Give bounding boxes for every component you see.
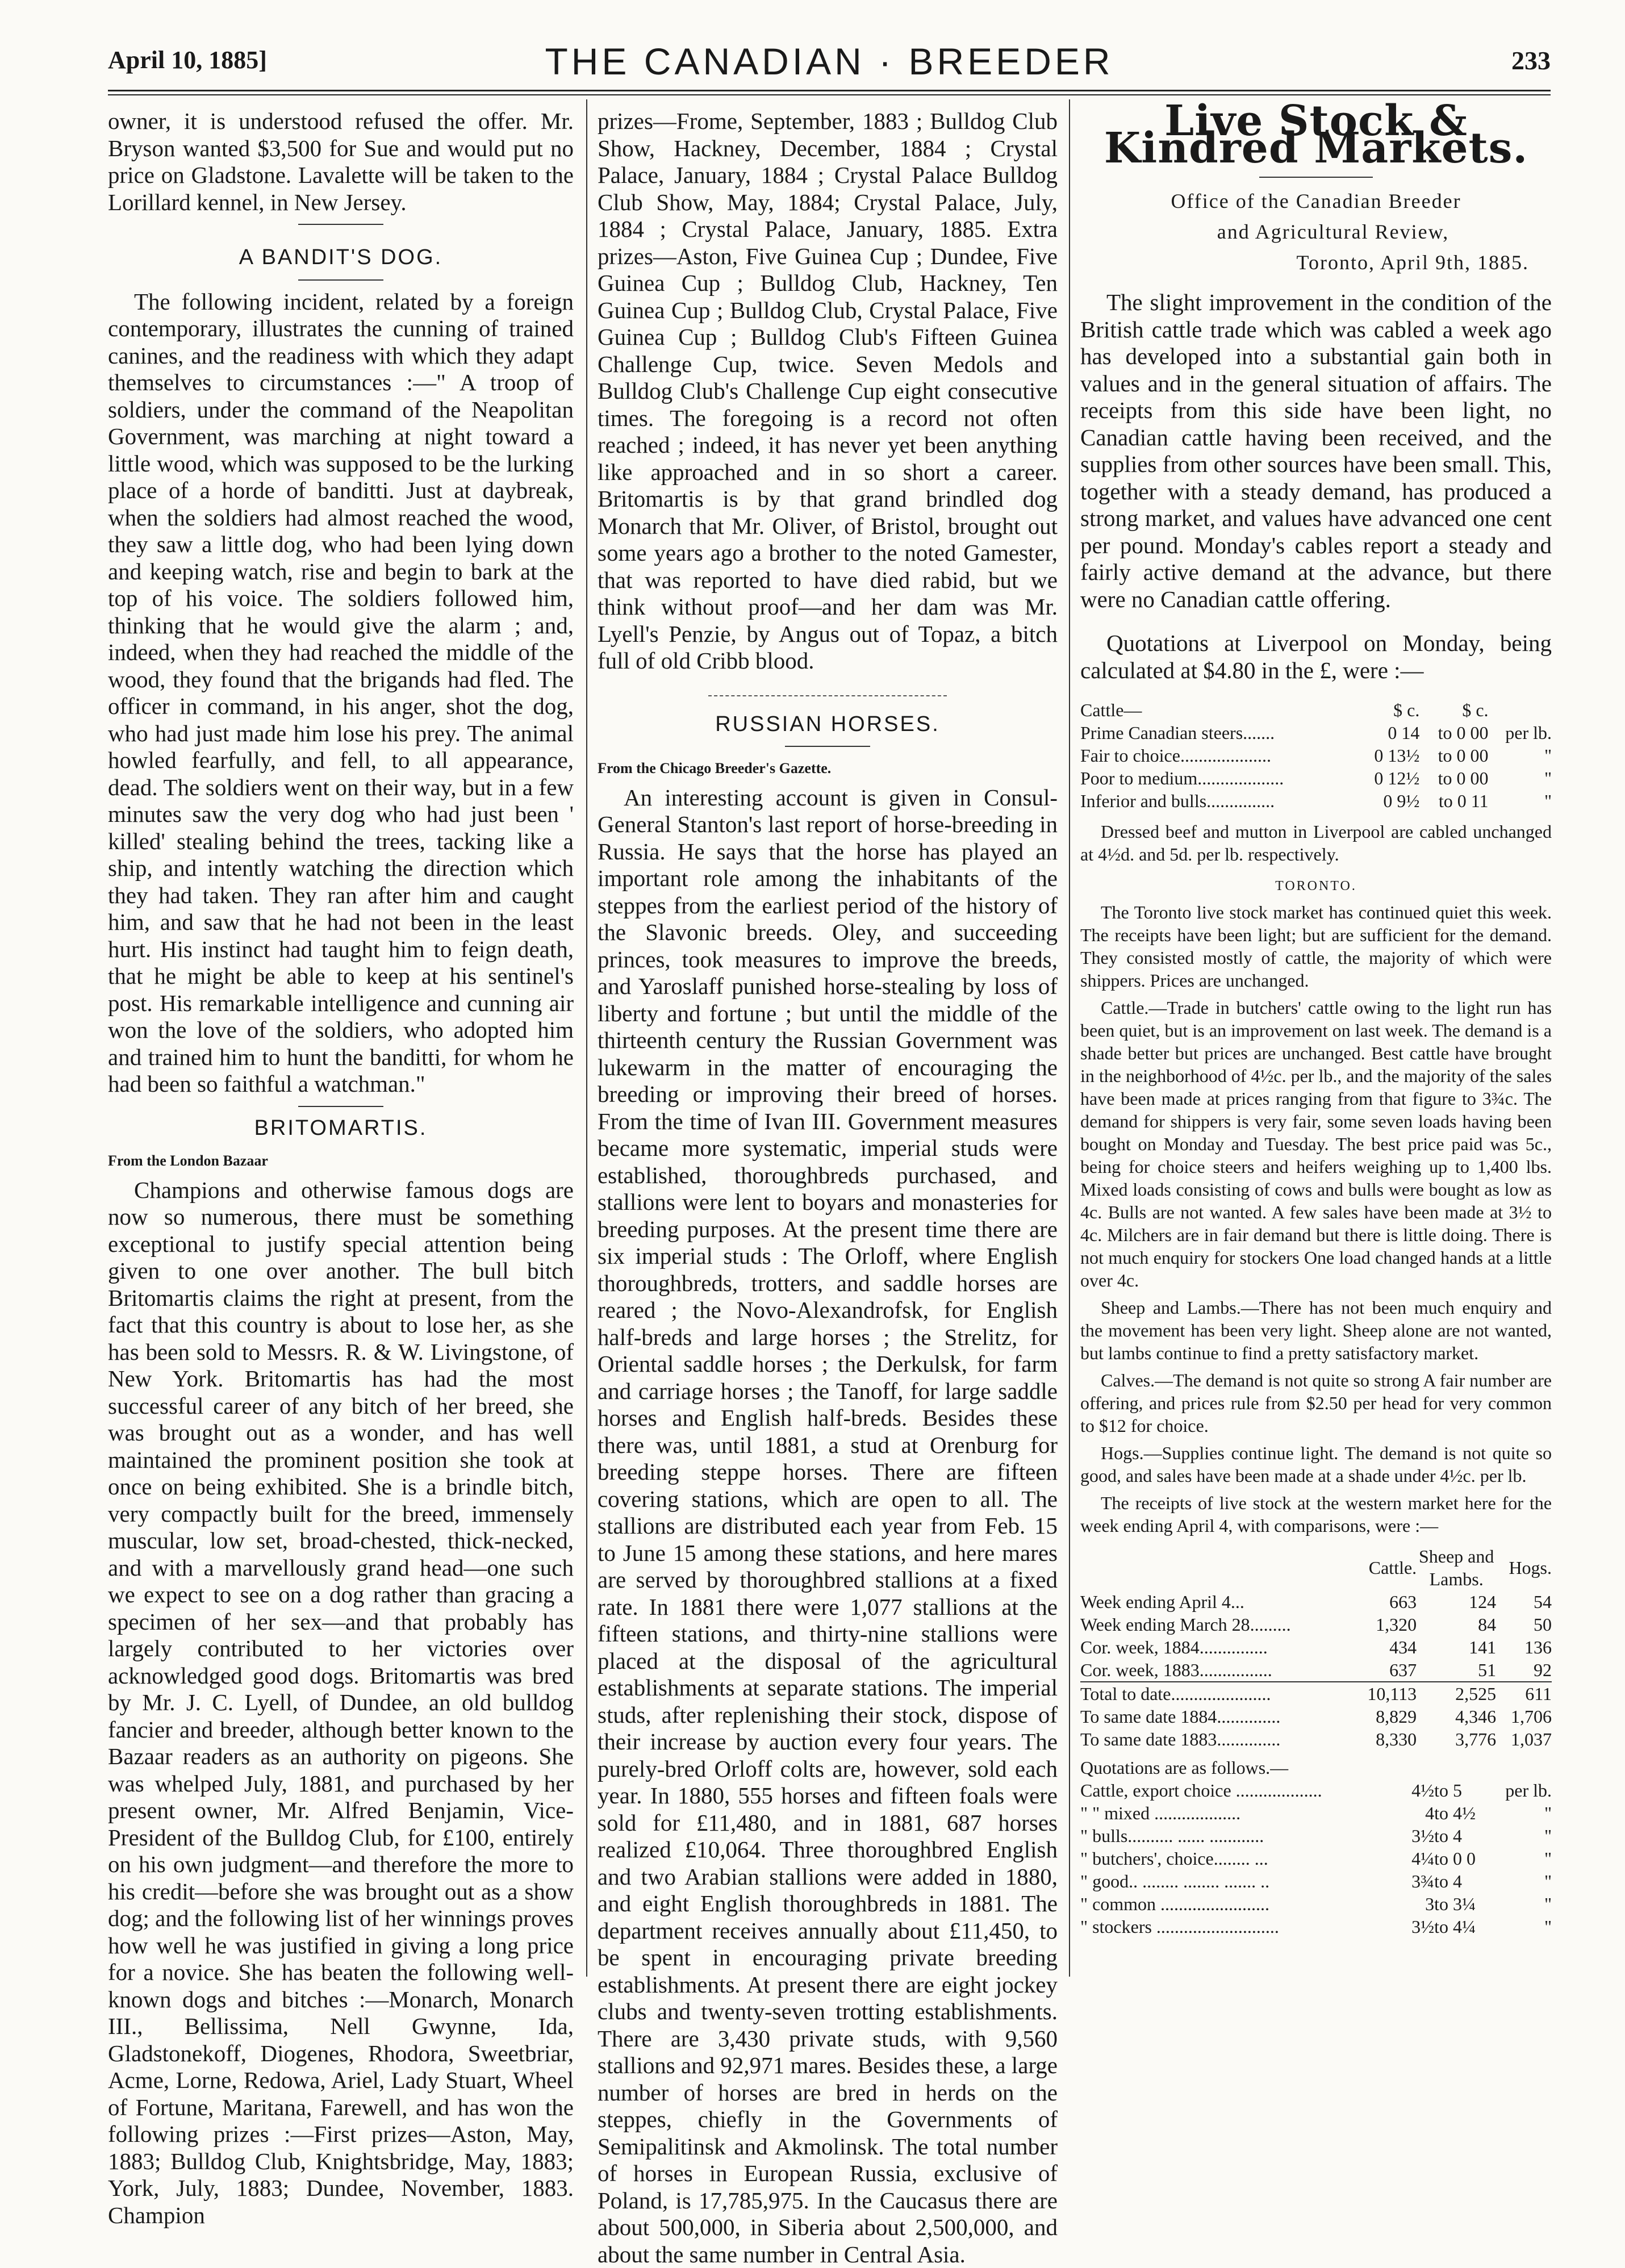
market-intro: The slight improvement in the condition of the British cattle trade which was cabled a week ago has developed into a substantial gain both in values and in the general situation of affairs. The receipts from this side have been light, no Canadian cattle having been received, and the supplies from other sources have been small. This, together with a steady demand, has produced a strong market, and values have advanced one cent per pound. Monday's cables report a steady and fairly active demand at the advance, but there were no Canadian cattle offering.: [1080, 289, 1552, 613]
table-row: [1080, 1870, 1552, 1893]
table-cell: ": [1490, 1802, 1552, 1824]
dressed-note: Dressed beef and mutton in Liverpool are cabled unchanged at 4½d. and 5d. per lb. respectively.: [1080, 820, 1552, 866]
table-cell: 50: [1496, 1613, 1552, 1636]
table-cell: " common ........................: [1080, 1893, 1404, 1915]
quotes-heading: Quotations are as follows.—: [1080, 1756, 1552, 1779]
table-cell: Cattle.: [1353, 1545, 1417, 1590]
table-cell: 434: [1353, 1636, 1417, 1659]
table-cell: Inferior and bulls...............: [1080, 790, 1357, 812]
table-cell: to 3¼: [1434, 1893, 1490, 1915]
table-cell: " stockers ...........................: [1080, 1915, 1404, 1938]
market-notes: [1080, 820, 1552, 1537]
table-cell: ": [1490, 1847, 1552, 1870]
table-cell: 0 14: [1357, 721, 1419, 744]
table-cell: Hogs.: [1496, 1545, 1552, 1590]
separator: [708, 695, 947, 696]
section-title: Live Stock & Kindred Markets.: [1080, 108, 1552, 162]
column-divider: [586, 99, 587, 1977]
article-heading: A BANDIT'S DOG.: [108, 244, 574, 272]
table-cell: 10,113: [1353, 1682, 1417, 1705]
table-cell: to 0 0: [1434, 1847, 1490, 1870]
table-cell: ": [1489, 744, 1552, 767]
table-cell: ": [1490, 1915, 1552, 1938]
table-cell: 1,706: [1496, 1705, 1552, 1728]
table-cell: 1,320: [1353, 1613, 1417, 1636]
table-row: [1080, 1728, 1552, 1751]
separator: [785, 746, 870, 747]
table-cell: 1,037: [1496, 1728, 1552, 1751]
table-cell: 3: [1404, 1893, 1435, 1915]
table-cell: to 5: [1434, 1779, 1490, 1802]
table-cell: 8,829: [1353, 1705, 1417, 1728]
table-cell: 4¼: [1404, 1847, 1435, 1870]
article-heading: BRITOMARTIS.: [108, 1115, 574, 1142]
table-cell: $ c.: [1419, 699, 1488, 721]
table-cell: Cattle, export choice ...................: [1080, 1779, 1404, 1802]
table-row: [1080, 790, 1552, 812]
table-cell: Cor. week, 1884...............: [1080, 1636, 1353, 1659]
table-cell: ": [1489, 790, 1552, 812]
table-cell: to 0 00: [1419, 744, 1488, 767]
table-cell: per lb.: [1490, 1779, 1552, 1802]
table-cell: 51: [1417, 1659, 1496, 1682]
table-cell: ": [1490, 1870, 1552, 1893]
table-cell: to 4½: [1434, 1802, 1490, 1824]
table-cell: Week ending March 28.........: [1080, 1613, 1353, 1636]
table-row: [1080, 1893, 1552, 1915]
table-cell: to 4: [1434, 1870, 1490, 1893]
table-cell: 124: [1417, 1590, 1496, 1613]
quotations-intro: Quotations at Liverpool on Monday, being calculated at $4.80 in the £, were :—: [1080, 630, 1552, 684]
table-cell: 4,346: [1417, 1705, 1496, 1728]
table-row: [1080, 1659, 1552, 1682]
separator: [298, 1106, 383, 1107]
table-cell: 8,330: [1353, 1728, 1417, 1751]
article-source: From the London Bazaar: [108, 1147, 574, 1175]
column-3: [1080, 108, 1552, 1938]
table-cell: 611: [1496, 1682, 1552, 1705]
table-cell: 0 13½: [1357, 744, 1419, 767]
table-cell: [1080, 1545, 1353, 1590]
table-cell: " " mixed ...................: [1080, 1802, 1404, 1824]
table-cell: 3,776: [1417, 1728, 1496, 1751]
hogs-paragraph: Hogs.—Supplies continue light. The demand is not quite so good, and sales have been made at a shade under 4½c. per lb.: [1080, 1442, 1552, 1487]
article-source: From the Chicago Breeder's Gazette.: [598, 755, 1058, 782]
table-cell: To same date 1883..............: [1080, 1728, 1353, 1751]
table-cell: Prime Canadian steers.......: [1080, 721, 1357, 744]
article-body: Champions and otherwise famous dogs are now so numerous, there must be something exceptional to justify special attention being given to one over another. The bull bitch Britomartis claims the right at present, from the fact that this country is about to lose her, as she has been sold to Messrs. R. & W. Livingstone, of New York. Britomartis has had the most successful career of any bitch of her breed, she was brought out as a wonder, and has well maintained the prominent position she took at once on being exhibited. She is a brindle bitch, very compactly built for the breed, immensely muscular, low set, broad-chested, thick-necked, and with a marvellously grand head—one such we expect to see on a dog rather than gracing a specimen of her sex—and that probably has largely contributed to her victories over acknowledged good dogs. Britomartis was bred by Mr. J. C. Lyell, of Dundee, an old bulldog fancier and breeder, although better known to the Bazaar readers as an authority on pigeons. She was whelped July, 1881, and purchased by her present owner, Mr. Alfred Benjamin, Vice-President of the Bulldog Club, for £100, entirely on his own judgment—and therefore the more to his credit—before she was brought out as a show dog; and the following list of her winnings proves how well he was justified in giving a long price for a novice. She has beaten the following well-known dogs and bitches :—Monarch, Monarch III., Bellissima, Nell Gwynne, Ida, Gladstonekoff, Diogenes, Rhodora, Sweetbriar, Acme, Lorne, Redowa, Ariel, Lady Stuart, Wheel of Fortune, Maritana, Farewell, and has won the following prizes :—First prizes—Aston, May, 1883; Bulldog Club, Knightsbridge, May, 1883; York, July, 1883; Dundee, November, 1883. Champion: [108, 1177, 574, 2229]
page-number: 233: [1511, 45, 1551, 76]
article-body: The following incident, related by a foreign contemporary, illustrates the cunning of trained canines, and the readiness with which they adapt themselves to circumstances :—" A troop of soldiers, under the command of the Neapolitan Government, was marching at night toward a little wood, which was supposed to be the lurking place of a horde of banditti. Just at daybreak, when the soldiers had almost reached the wood, they saw a little dog, who had been lying down and keeping watch, rise and begin to bark at the top of his voice. The soldiers followed him, thinking that he would give the alarm ; and, indeed, when they had reached the middle of the wood, they found that the brigands had fled. The officer in command, in his anger, shot the dog, who had just made him lose his prey. The animal howled fearfully, and fell, to all appearance, dead. The soldiers went on their way, but in a few minutes saw the very dog who had just been ' killed' stealing behind the trees, tacking like a ship, and intently watching the direction which they had taken. They ran after him and caught him, and saw that he had not been in the least hurt. His instinct had taught him to feign death, that he might be able to keep at his sentinel's post. His remarkable intelligence and cunning air won the love of the soldiers, who adopted him and trained him to hunt the banditti, for whom he had been so faithful a watchman.": [108, 289, 574, 1098]
sheep-paragraph: Sheep and Lambs.—There has not been much enquiry and the movement has been very light. Sheep alone are not wanted, but lambs continue to find a pretty satisfactory market.: [1080, 1296, 1552, 1364]
table-row: [1080, 744, 1552, 767]
table-cell: $ c.: [1357, 699, 1419, 721]
table-cell: 84: [1417, 1613, 1496, 1636]
table-cell: to 4: [1434, 1824, 1490, 1847]
table-cell: 4: [1404, 1802, 1435, 1824]
table-cell: ": [1489, 767, 1552, 790]
table-cell: 3½: [1404, 1915, 1435, 1938]
table-cell: Fair to choice....................: [1080, 744, 1357, 767]
calves-paragraph: Calves.—The demand is not quite so strong A fair number are offering, and prices rule from $2.50 per head for very common to $12 for choice.: [1080, 1369, 1552, 1437]
separator: [1259, 177, 1373, 178]
table-row: [1080, 1590, 1552, 1613]
table-row: [1080, 1613, 1552, 1636]
header-rule-thin: [108, 94, 1551, 95]
table-cell: 92: [1496, 1659, 1552, 1682]
table-cell: 141: [1417, 1636, 1496, 1659]
table-cell: to 0 00: [1419, 767, 1488, 790]
table-row: [1080, 721, 1552, 744]
toronto-paragraph: The Toronto live stock market has continued quiet this week. The receipts have been light; but are sufficient for the demand. They consisted mostly of cattle, the majority of which were shippers. Prices are unchanged.: [1080, 901, 1552, 992]
table-cell: per lb.: [1489, 721, 1552, 744]
table-cell: Cattle—: [1080, 699, 1357, 721]
table-row: [1080, 1779, 1552, 1802]
liverpool-quotes-table: [1080, 699, 1552, 812]
table-cell: Poor to medium...................: [1080, 767, 1357, 790]
table-row: [1080, 767, 1552, 790]
table-cell: " good.. ........ ........ ....... ..: [1080, 1870, 1404, 1893]
article-continuation: owner, it is understood refused the offer. Mr. Bryson wanted $3,500 for Sue and would put no price on Gladstone. Lavalette will be taken to the Lorillard kennel, in New Jersey.: [108, 108, 574, 216]
table-cell: to 0 11: [1419, 790, 1488, 812]
separator: [298, 279, 383, 281]
table-cell: to 0 00: [1419, 721, 1488, 744]
column-divider: [1069, 99, 1070, 1977]
table-row: [1080, 1636, 1552, 1659]
table-cell: to 4¼: [1434, 1915, 1490, 1938]
issue-date: April 10, 1885]: [108, 45, 267, 74]
table-header: [1080, 1545, 1552, 1590]
table-cell: 0 12½: [1357, 767, 1419, 790]
column-2: [598, 108, 1058, 2268]
table-cell: 663: [1353, 1590, 1417, 1613]
toronto-heading: TORONTO.: [1080, 875, 1552, 897]
table-header: [1080, 699, 1552, 721]
column-1: [108, 108, 574, 2229]
table-cell: ": [1490, 1893, 1552, 1915]
table-row: [1080, 1824, 1552, 1847]
newspaper-title: THE CANADIAN · BREEDER: [108, 40, 1551, 83]
table-cell: [1489, 699, 1552, 721]
table-cell: 3¾: [1404, 1870, 1435, 1893]
table-cell: " butchers', choice........ ...: [1080, 1847, 1404, 1870]
table-cell: 136: [1496, 1636, 1552, 1659]
table-cell: 2,525: [1417, 1682, 1496, 1705]
table-cell: 4½: [1404, 1779, 1435, 1802]
table-cell: 0 9½: [1357, 790, 1419, 812]
table-cell: Sheep and Lambs.: [1417, 1545, 1496, 1590]
receipts-intro: The receipts of live stock at the western market here for the week ending April 4, with comparisons, were :—: [1080, 1492, 1552, 1537]
table-cell: 3½: [1404, 1824, 1435, 1847]
masthead: [108, 40, 1551, 85]
article-continuation: prizes—Frome, September, 1883 ; Bulldog Club Show, Hackney, December, 1884 ; Crystal Palace, January, 1884 ; Crystal Palace Bulldog Club Show, May, 1884; Crystal Palace, July, 1884 ; Crystal Palace, January, 1885. Extra prizes—Aston, Five Guinea Cup ; Dundee, Five Guinea Cup ; Bulldog Club, Hackney, Ten Guinea Cup ; Bulldog Club, Crystal Palace, Five Guinea Cup ; Bulldog Club's Fifteen Guinea Challenge Cup, twice. Seven Medols and Bulldog Club's Challenge Cup eight consecutive times. The foregoing is a record not often reached ; indeed, it has never yet been anything like approached and in so short a career. Britomartis is by that grand brindled dog Monarch that Mr. Oliver, of Bristol, brought out some years ago a brother to the noted Gamester, that was reported to have died rabid, but we think without proof—and her dam was Mr. Lyell's Penzie, by Angus out of Topaz, a bitch full of old Cribb blood.: [598, 108, 1058, 675]
table-row: [1080, 1847, 1552, 1870]
table-cell: " bulls.......... ...... ............: [1080, 1824, 1404, 1847]
table-row: [1080, 1682, 1552, 1705]
table-row: [1080, 1802, 1552, 1824]
receipts-table: [1080, 1545, 1552, 1751]
table-cell: Cor. week, 1883................: [1080, 1659, 1353, 1682]
office-line: Office of the Canadian Breeder: [1080, 186, 1552, 216]
table-cell: 54: [1496, 1590, 1552, 1613]
table-cell: ": [1490, 1824, 1552, 1847]
office-dateline: Toronto, April 9th, 1885.: [1080, 247, 1552, 278]
toronto-quotes-table: [1080, 1779, 1552, 1938]
office-line: and Agricultural Review,: [1080, 216, 1552, 247]
table-cell: Total to date......................: [1080, 1682, 1353, 1705]
table-cell: Week ending April 4...: [1080, 1590, 1353, 1613]
article-heading: RUSSIAN HORSES.: [598, 711, 1058, 738]
cattle-paragraph: Cattle.—Trade in butchers' cattle owing to the light run has been quiet, but is an improvement on last week. The demand is a shade better but prices are unchanged. Best cattle have brought in the neighborhood of 4½c. per lb., and the majority of the sales have been made at prices ranging from that figure to 3¾c. The demand for shippers is very fair, some seven loads having been bought on Monday and Tuesday. The best price paid was 5c., being for choice steers and heifers weighing up to 1,400 lbs. Mixed loads consisting of cows and bulls were bought as low as 4c. Bulls are not wanted. A few sales have been made at 3½ to 4c. Milchers are in fair demand but there is little doing. There is not much enquiry for stockers One load changed hands at a little over 4c.: [1080, 996, 1552, 1292]
separator: [298, 224, 383, 225]
header-rule: [108, 90, 1551, 91]
table-cell: To same date 1884..............: [1080, 1705, 1353, 1728]
article-body: An interesting account is given in Consul-General Stanton's last report of horse-breeding in Russia. He says that the horse has played an important role among the inhabitants of the steppes from the earliest period of the history of the Slavonic breeds. Oley, and succeeding princes, took measures to improve the breeds, and Yaroslaff punished horse-stealing by loss of liberty and fortune ; but until the middle of the thirteenth century the Russian Government was lukewarm in the matter of encouraging the breeding or improving their breed of horses. From the time of Ivan III. Government measures became more systematic, imperial studs were established, thoroughbreds purchased, and stallions were lent to boyars and monasteries for breeding purposes. At the present time there are six imperial studs : The Orloff, where English thoroughbreds, trotters, and saddle horses are reared ; the Novo-Alexandrofsk, for English half-breds and large horses ; the Strelitz, for Oriental saddle horses ; the Derkulsk, for farm and carriage horses ; the Tanoff, for large saddle horses and English half-breds. Besides these there was, until 1881, a stud at Orenburg for breeding steppe horses. There are fifteen covering stations, which are open to all. The stallions are distributed each year from Feb. 15 to June 15 among these stations, and here mares are served by thoroughbred stallions at a fixed rate. In 1881 there were 1,077 stallions at the fifteen stations, and thirty-nine stallions were placed at the disposal of the agricultural establishments at separate stations. The imperial studs, after replenishing their stock, dispose of their increase by auction every four years. The purely-bred Orloff colts are, however, sold each year. In 1880, 555 horses and fifteen foals were sold for £11,480, and in 1881, 687 horses realized £10,064. Three thoroughbred English and two Arabian stallions were added in 1880, and eight English thoroughbreds in 1881. The department receives annually about £11,450, to be spent in encouraging private breeding establishments. At present there are eight jockey clubs and twenty-seven trotting establishments. There are 3,430 private studs, with 9,560 stallions and 92,971 mares. Besides these, a large number of horses are bred in herds on the steppes, chiefly in the Governments of Semipalitinsk and Akmolinsk. The total number of horses in European Russia, exclusive of Poland, is 17,785,975. In the Caucasus there are about 500,000, in Siberia about 2,500,000, and about the same number in Central Asia.: [598, 784, 1058, 2268]
table-cell: 637: [1353, 1659, 1417, 1682]
table-row: [1080, 1915, 1552, 1938]
table-row: [1080, 1705, 1552, 1728]
